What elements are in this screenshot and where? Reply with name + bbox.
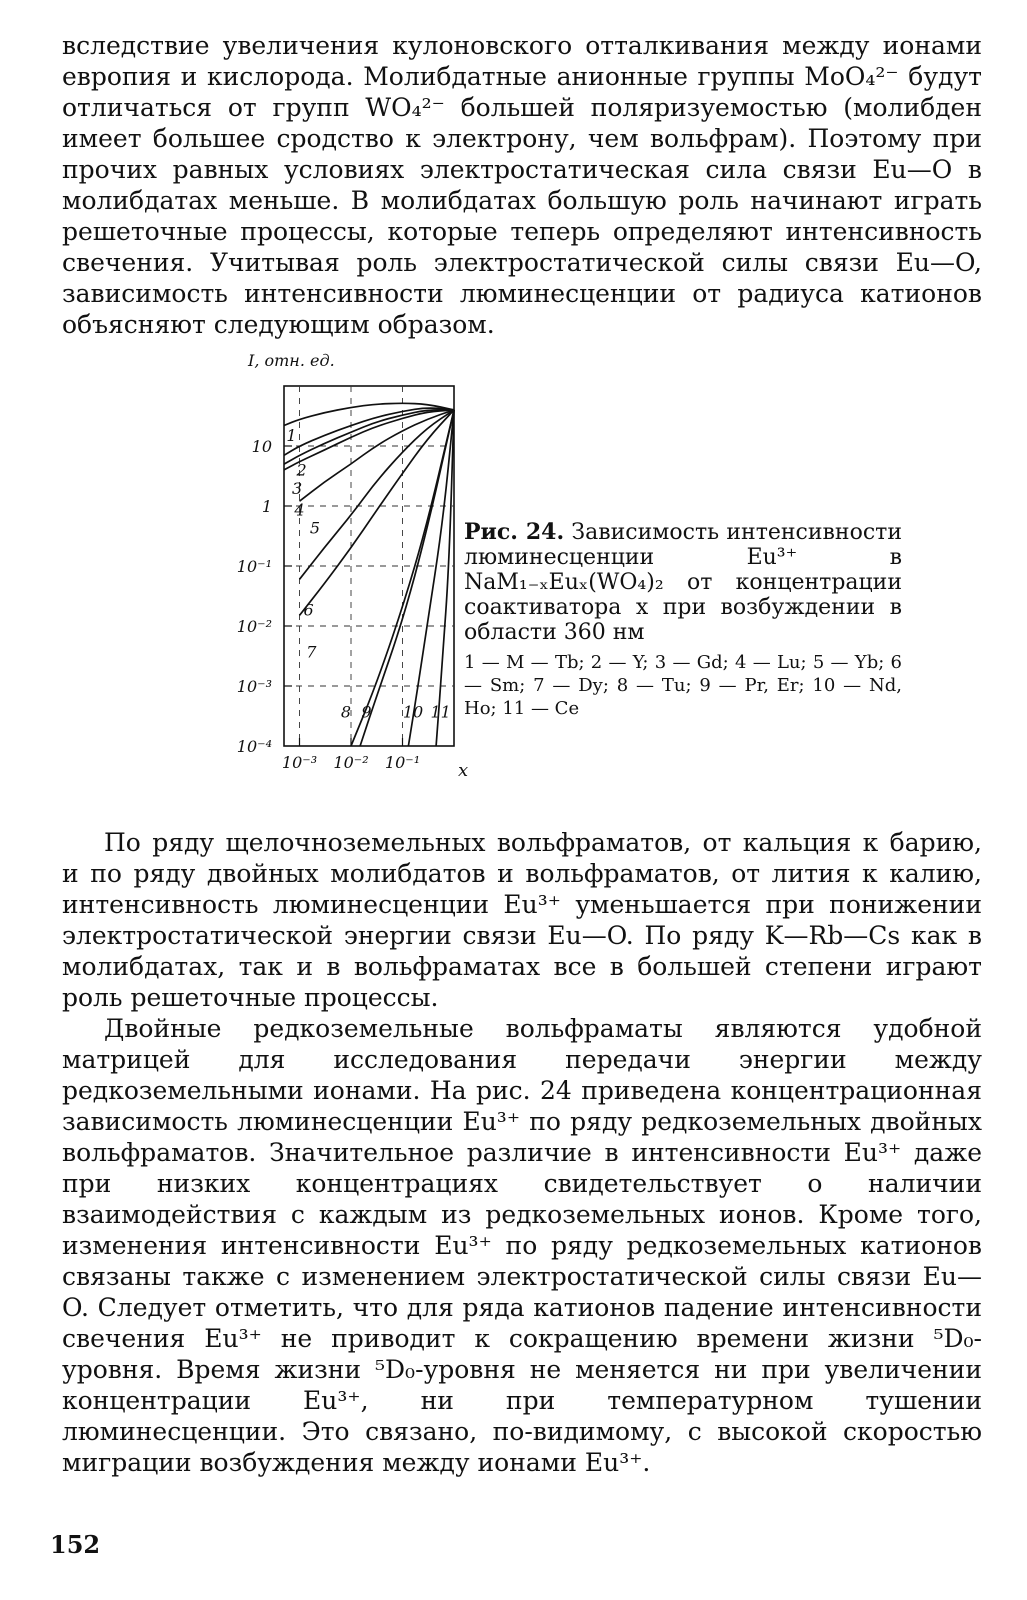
curve-label-4: 4 [294, 500, 305, 520]
x-tick-label: 10⁻² [333, 753, 369, 772]
curve-11 [436, 410, 454, 746]
page-body [62, 30, 982, 1478]
caption-text: Зависимость интенсивности люминесценции Eu³⁺ в NaM₁₋ₓEuₓ(WO₄)₂ от концентрации соактиватора x при возбуждении в области 360 нм [464, 520, 902, 645]
curve-label-1: 1 [286, 426, 297, 446]
curve-label-10: 10 [402, 702, 424, 722]
paragraph-top: вследствие увеличения кулоновского отталкивания между ионами европия и кислорода. Молибдатные анионные группы MoO₄²⁻ будут отличаться от групп WO₄²⁻ большей поляризуемостью (молибден имеет большее сродство к электрону, чем вольфрам). Поэтому при прочих равных условиях электростатическая сила связи Eu—O в молибдатах меньше. В молибдатах большую роль начинают играть решеточные процессы, которые теперь определяют интенсивность свечения. Учитывая роль электростатической силы связи Eu—O, зависимость интенсивности люминесценции от радиуса катионов объясняют следующим образом. [62, 31, 982, 339]
y-tick-label: 10⁻³ [236, 677, 272, 696]
y-tick-label: 10⁻² [236, 617, 272, 636]
caption-legend: 1 — M — Tb; 2 — Y; 3 — Gd; 4 — Lu; 5 — Yb; 6 — Sm; 7 — Dy; 8 — Tu; 9 — Pr, Er; 10 — Nd, Ho; 11 — Ce [464, 652, 902, 719]
curve-label-9: 9 [361, 702, 372, 722]
figure-24 [62, 344, 982, 819]
y-axis-label: I, отн. ед. [248, 351, 335, 370]
curve-1 [284, 403, 454, 425]
curve-2 [284, 408, 454, 455]
y-tick-label: 1 [261, 497, 272, 516]
figure-caption [464, 520, 902, 720]
y-tick-label: 10⁻¹ [236, 557, 272, 576]
x-tick-label: 10⁻¹ [384, 753, 421, 772]
curve-label-7: 7 [306, 642, 317, 662]
paragraph-2: Двойные редкоземельные вольфраматы являются удобной матрицей для исследования передачи энергии между редкоземельными ионами. На рис. 24 приведена концентрационная зависимость люминесценции Eu³⁺ по ряду редкоземельных двойных вольфраматов. Значительное различие в интенсивности Eu³⁺ даже при низких концентрациях свидетельствует о наличии взаимодействия с каждым из редкоземельных ионов. Кроме того, изменения интенсивности Eu³⁺ по ряду редкоземельных катионов связаны также с изменением электростатической силы связи Eu—O. Следует отметить, что для ряда катионов падение интенсивности свечения Eu³⁺ не приводит к сокращению времени жизни ⁵D₀-уровня. Время жизни ⁵D₀-уровня не меняется ни при увеличении концентрации Eu³⁺, ни при температурном тушении люминесценции. Это связано, по-видимому, с высокой скоростью миграции возбуждения между ионами Eu³⁺. [62, 1014, 982, 1477]
page-number: 152 [50, 1530, 101, 1559]
curve-3 [284, 410, 454, 464]
x-axis-label: x [458, 760, 469, 781]
curve-label-6: 6 [303, 600, 314, 620]
curve-5 [300, 410, 455, 501]
y-tick-label: 10⁻⁴ [236, 737, 272, 756]
curve-label-8: 8 [340, 702, 352, 722]
paragraph-1: По ряду щелочноземельных вольфраматов, от кальция к барию, и по ряду двойных молибдатов и вольфраматов, от лития к калию, интенсивность люминесценции Eu³⁺ уменьшается при понижении электростатической энергии связи Eu—O. По ряду K—Rb—Cs как в молибдатах, так и в вольфраматах все в большей степени играют роль решеточные процессы. [62, 828, 982, 1012]
y-tick-label: 10 [251, 437, 272, 456]
curve-label-11: 11 [430, 702, 451, 722]
caption-title-block [464, 520, 902, 645]
curve-label-2: 2 [296, 460, 307, 480]
curve-label-3: 3 [292, 478, 303, 498]
intensity-chart [172, 344, 472, 814]
caption-label: Рис. 24. [464, 519, 565, 545]
x-tick-label: 10⁻³ [281, 753, 318, 772]
curve-label-5: 5 [309, 518, 321, 538]
